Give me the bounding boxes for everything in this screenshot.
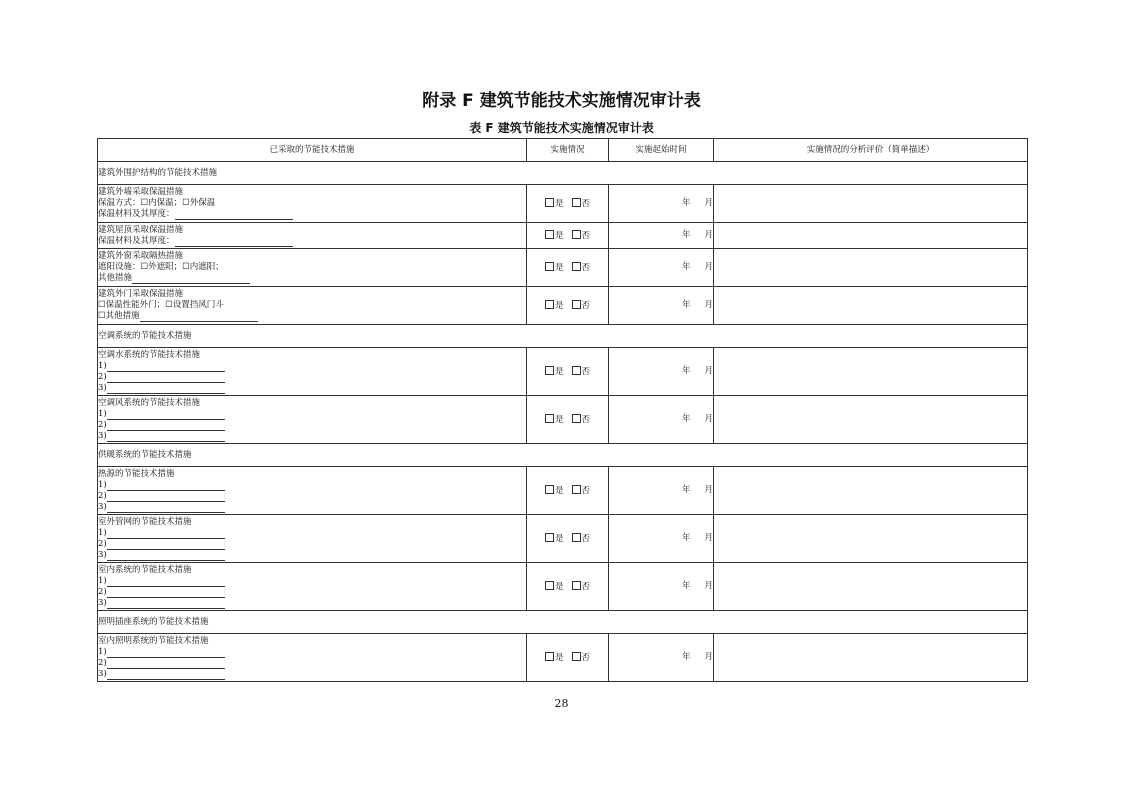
header-measures: 已采取的节能技术措施 bbox=[98, 139, 527, 162]
no-option[interactable] bbox=[572, 301, 591, 311]
month-label: 月 bbox=[704, 300, 713, 310]
no-label: 否 bbox=[581, 652, 591, 663]
measure-line bbox=[98, 669, 526, 680]
measure-line-text: 建筑外窗采取隔热措施 bbox=[98, 251, 184, 261]
measure-line-text: 1) bbox=[98, 575, 107, 586]
yes-option[interactable] bbox=[545, 486, 564, 496]
year-label: 年 bbox=[681, 533, 691, 543]
yes-option[interactable] bbox=[545, 199, 564, 209]
evaluation-cell[interactable] bbox=[714, 249, 1028, 287]
measure-line bbox=[98, 187, 526, 198]
month-label: 月 bbox=[704, 230, 713, 240]
evaluation-cell[interactable] bbox=[714, 223, 1028, 249]
measure-cell bbox=[98, 223, 527, 249]
measure-line bbox=[98, 491, 526, 502]
measure-line bbox=[98, 225, 526, 236]
measure-line bbox=[98, 647, 526, 658]
measure-line-text: 1) bbox=[98, 408, 107, 419]
measure-line-text: 空调水系统的节能技术措施 bbox=[98, 349, 201, 360]
measure-line-text: 3) bbox=[98, 549, 107, 560]
start-time-cell[interactable] bbox=[609, 223, 714, 249]
measure-line-text: 建筑外门采取保温措施 bbox=[98, 289, 184, 299]
no-label: 否 bbox=[581, 414, 591, 425]
year-label: 年 bbox=[681, 581, 691, 591]
yes-option[interactable] bbox=[545, 582, 564, 592]
start-time-cell[interactable] bbox=[609, 348, 714, 396]
yes-label: 是 bbox=[554, 230, 564, 241]
measure-line-text: 1) bbox=[98, 527, 107, 538]
status-cell bbox=[527, 249, 609, 287]
fill-in-blank[interactable] bbox=[107, 421, 225, 431]
no-option[interactable] bbox=[572, 367, 591, 377]
year-label: 年 bbox=[681, 652, 691, 662]
checkbox-icon[interactable] bbox=[572, 581, 581, 590]
year-label: 年 bbox=[681, 262, 691, 272]
measure-line-text: 1) bbox=[98, 646, 107, 657]
start-time-cell[interactable] bbox=[609, 287, 714, 325]
fill-in-blank[interactable] bbox=[107, 503, 225, 513]
fill-in-blank[interactable] bbox=[107, 373, 225, 383]
measure-line-text: 建筑屋顶采取保温措施 bbox=[98, 224, 184, 235]
measure-line-text: 2) bbox=[98, 490, 107, 501]
fill-in-blank[interactable] bbox=[107, 551, 225, 561]
evaluation-cell[interactable] bbox=[714, 467, 1028, 515]
status-cell bbox=[527, 185, 609, 223]
fill-in-blank[interactable] bbox=[107, 648, 225, 658]
measure-line bbox=[98, 636, 526, 647]
evaluation-cell[interactable] bbox=[714, 185, 1028, 223]
evaluation-cell[interactable] bbox=[714, 348, 1028, 396]
measure-cell bbox=[98, 563, 527, 611]
section-title: 建筑外围护结构的节能技术措施 bbox=[98, 162, 1028, 185]
evaluation-cell[interactable] bbox=[714, 396, 1028, 444]
start-time-cell[interactable] bbox=[609, 467, 714, 515]
measure-line-text: 保温材料及其厚度： bbox=[98, 235, 175, 246]
measure-line bbox=[98, 469, 526, 480]
year-label: 年 bbox=[681, 300, 691, 310]
measure-line bbox=[98, 383, 526, 394]
fill-in-blank[interactable] bbox=[107, 481, 225, 491]
measure-line bbox=[98, 587, 526, 598]
yes-option[interactable] bbox=[545, 415, 564, 425]
no-label: 否 bbox=[581, 262, 591, 273]
status-cell bbox=[527, 396, 609, 444]
audit-table bbox=[97, 138, 1028, 682]
no-option[interactable] bbox=[572, 263, 591, 273]
year-label: 年 bbox=[681, 366, 691, 376]
measure-line bbox=[98, 273, 526, 284]
year-label: 年 bbox=[681, 230, 691, 240]
no-label: 否 bbox=[581, 366, 591, 377]
no-option[interactable] bbox=[572, 199, 591, 209]
start-time-cell[interactable] bbox=[609, 634, 714, 682]
checkbox-icon[interactable] bbox=[545, 230, 554, 239]
measure-line-text: 空调风系统的节能技术措施 bbox=[98, 397, 201, 408]
measure-line bbox=[98, 539, 526, 550]
measure-line-text: 2) bbox=[98, 371, 107, 382]
section-row bbox=[98, 611, 1028, 634]
checkbox-icon[interactable] bbox=[545, 366, 554, 375]
measure-line-text: 3) bbox=[98, 382, 107, 393]
measure-line-text: 3) bbox=[98, 668, 107, 679]
no-option[interactable] bbox=[572, 231, 591, 241]
yes-option[interactable] bbox=[545, 263, 564, 273]
fill-in-blank[interactable] bbox=[107, 599, 225, 609]
fill-in-blank[interactable] bbox=[107, 670, 225, 680]
checkbox-icon[interactable] bbox=[572, 414, 581, 423]
checkbox-icon[interactable] bbox=[572, 533, 581, 542]
yes-label: 是 bbox=[554, 652, 564, 663]
measure-cell bbox=[98, 249, 527, 287]
measure-line-text: 热源的节能技术措施 bbox=[98, 468, 175, 479]
evaluation-cell[interactable] bbox=[714, 287, 1028, 325]
no-option[interactable] bbox=[572, 534, 591, 544]
measure-line-text: 2) bbox=[98, 657, 107, 668]
checkbox-icon[interactable] bbox=[545, 262, 554, 271]
checkbox-icon[interactable] bbox=[572, 652, 581, 661]
table-header bbox=[98, 139, 1028, 162]
measure-line-text: 3) bbox=[98, 501, 107, 512]
measure-line-text: 室内系统的节能技术措施 bbox=[98, 564, 192, 575]
section-title: 照明插座系统的节能技术措施 bbox=[98, 611, 1028, 634]
measure-cell bbox=[98, 185, 527, 223]
no-label: 否 bbox=[581, 198, 591, 209]
no-label: 否 bbox=[581, 230, 591, 241]
measure-line-text: 3) bbox=[98, 597, 107, 608]
section-title: 空调系统的节能技术措施 bbox=[98, 325, 1028, 348]
measure-line-text: 1) bbox=[98, 360, 107, 371]
measure-row bbox=[98, 515, 1028, 563]
checkbox-icon[interactable] bbox=[572, 366, 581, 375]
measure-line bbox=[98, 565, 526, 576]
yes-label: 是 bbox=[554, 262, 564, 273]
no-option[interactable] bbox=[572, 582, 591, 592]
measure-line-text: 1) bbox=[98, 479, 107, 490]
fill-in-blank[interactable] bbox=[107, 384, 225, 394]
month-label: 月 bbox=[704, 262, 713, 272]
fill-in-blank[interactable] bbox=[107, 410, 225, 420]
measure-row bbox=[98, 185, 1028, 223]
checkbox-icon[interactable] bbox=[572, 198, 581, 207]
measure-line-text: 3) bbox=[98, 430, 107, 441]
no-label: 否 bbox=[581, 485, 591, 496]
month-label: 月 bbox=[704, 533, 713, 543]
measure-line-text: ☐其他措施 bbox=[98, 311, 140, 321]
measure-line-text: 室内照明系统的节能技术措施 bbox=[98, 635, 209, 646]
measure-cell bbox=[98, 348, 527, 396]
measure-line bbox=[98, 198, 526, 209]
measure-line bbox=[98, 502, 526, 513]
measure-row bbox=[98, 249, 1028, 287]
fill-in-blank[interactable] bbox=[107, 588, 225, 598]
measure-line bbox=[98, 420, 526, 431]
measure-line bbox=[98, 398, 526, 409]
section-row bbox=[98, 444, 1028, 467]
year-label: 年 bbox=[681, 198, 691, 208]
checkbox-icon[interactable] bbox=[572, 262, 581, 271]
year-label: 年 bbox=[681, 414, 691, 424]
measure-line bbox=[98, 251, 526, 262]
measure-row bbox=[98, 348, 1028, 396]
start-time-cell[interactable] bbox=[609, 563, 714, 611]
measure-line bbox=[98, 658, 526, 669]
measure-line bbox=[98, 236, 526, 247]
measure-line bbox=[98, 372, 526, 383]
checkbox-icon[interactable] bbox=[545, 414, 554, 423]
measure-cell bbox=[98, 634, 527, 682]
measure-line-text: ☐保温性能外门；☐设置挡风门斗 bbox=[98, 300, 224, 310]
no-option[interactable] bbox=[572, 415, 591, 425]
page-title: 附录 F 建筑节能技术实施情况审计表 bbox=[422, 91, 701, 111]
month-label: 月 bbox=[704, 485, 713, 495]
measure-line-text: 保温材料及其厚度： bbox=[98, 209, 175, 219]
measure-cell bbox=[98, 396, 527, 444]
yes-label: 是 bbox=[554, 581, 564, 592]
fill-in-blank[interactable] bbox=[140, 312, 258, 322]
measure-line bbox=[98, 576, 526, 587]
measure-row bbox=[98, 467, 1028, 515]
status-cell bbox=[527, 634, 609, 682]
start-time-cell[interactable] bbox=[609, 185, 714, 223]
yes-option[interactable] bbox=[545, 653, 564, 663]
evaluation-cell[interactable] bbox=[714, 634, 1028, 682]
yes-option[interactable] bbox=[545, 301, 564, 311]
checkbox-icon[interactable] bbox=[545, 485, 554, 494]
measure-line bbox=[98, 262, 526, 273]
section-title: 供暖系统的节能技术措施 bbox=[98, 444, 1028, 467]
measure-row bbox=[98, 287, 1028, 325]
measure-line bbox=[98, 598, 526, 609]
fill-in-blank[interactable] bbox=[107, 492, 225, 502]
measure-row bbox=[98, 396, 1028, 444]
status-cell bbox=[527, 287, 609, 325]
measure-line-text: 保温方式：☐内保温；☐外保温 bbox=[98, 198, 216, 208]
start-time-cell[interactable] bbox=[609, 396, 714, 444]
checkbox-icon[interactable] bbox=[545, 533, 554, 542]
measure-line bbox=[98, 209, 526, 220]
header-evaluation: 实施情况的分析评价（简单描述） bbox=[714, 139, 1028, 162]
measure-line-text: 遮阳设施：☐外遮阳；☐内遮阳； bbox=[98, 262, 224, 272]
measure-line bbox=[98, 517, 526, 528]
measure-line bbox=[98, 311, 526, 322]
measure-line bbox=[98, 409, 526, 420]
measure-cell bbox=[98, 515, 527, 563]
yes-option[interactable] bbox=[545, 367, 564, 377]
measure-line-text: 其他措施 bbox=[98, 273, 133, 283]
measure-cell bbox=[98, 467, 527, 515]
yes-label: 是 bbox=[554, 198, 564, 209]
fill-in-blank[interactable] bbox=[107, 540, 225, 550]
yes-option[interactable] bbox=[545, 534, 564, 544]
header-status: 实施情况 bbox=[527, 139, 609, 162]
fill-in-blank[interactable] bbox=[107, 577, 225, 587]
yes-option[interactable] bbox=[545, 231, 564, 241]
checkbox-icon[interactable] bbox=[545, 652, 554, 661]
no-option[interactable] bbox=[572, 486, 591, 496]
measure-line bbox=[98, 289, 526, 300]
header-start-time: 实施起始时间 bbox=[609, 139, 714, 162]
no-label: 否 bbox=[581, 533, 591, 544]
table-caption: 表 F 建筑节能技术实施情况审计表 bbox=[469, 121, 654, 135]
status-cell bbox=[527, 467, 609, 515]
section-row bbox=[98, 325, 1028, 348]
page-number: 28 bbox=[554, 697, 569, 710]
measure-line-text: 2) bbox=[98, 586, 107, 597]
section-row bbox=[98, 162, 1028, 185]
yes-label: 是 bbox=[554, 485, 564, 496]
table-body bbox=[98, 162, 1028, 682]
measure-line bbox=[98, 300, 526, 311]
yes-label: 是 bbox=[554, 366, 564, 377]
fill-in-blank[interactable] bbox=[107, 362, 225, 372]
month-label: 月 bbox=[704, 366, 713, 376]
measure-line-text: 2) bbox=[98, 419, 107, 430]
month-label: 月 bbox=[704, 581, 713, 591]
measure-line bbox=[98, 550, 526, 561]
measure-line bbox=[98, 350, 526, 361]
fill-in-blank[interactable] bbox=[107, 529, 225, 539]
fill-in-blank[interactable] bbox=[107, 659, 225, 669]
year-label: 年 bbox=[681, 485, 691, 495]
checkbox-icon[interactable] bbox=[545, 581, 554, 590]
fill-in-blank[interactable] bbox=[107, 432, 225, 442]
status-cell bbox=[527, 223, 609, 249]
checkbox-icon[interactable] bbox=[545, 300, 554, 309]
measure-line bbox=[98, 361, 526, 372]
no-label: 否 bbox=[581, 300, 591, 311]
status-cell bbox=[527, 348, 609, 396]
fill-in-blank[interactable] bbox=[132, 274, 250, 284]
measure-line bbox=[98, 528, 526, 539]
fill-in-blank[interactable] bbox=[175, 210, 293, 220]
checkbox-icon[interactable] bbox=[545, 198, 554, 207]
measure-line-text: 室外管网的节能技术措施 bbox=[98, 516, 192, 527]
month-label: 月 bbox=[704, 414, 713, 424]
measure-row bbox=[98, 563, 1028, 611]
checkbox-icon[interactable] bbox=[572, 485, 581, 494]
yes-label: 是 bbox=[554, 300, 564, 311]
measure-line-text: 建筑外墙采取保温措施 bbox=[98, 187, 184, 197]
evaluation-cell[interactable] bbox=[714, 563, 1028, 611]
month-label: 月 bbox=[704, 652, 713, 662]
no-label: 否 bbox=[581, 581, 591, 592]
measure-cell bbox=[98, 287, 527, 325]
fill-in-blank[interactable] bbox=[175, 237, 293, 247]
measure-line bbox=[98, 431, 526, 442]
measure-line bbox=[98, 480, 526, 491]
checkbox-icon[interactable] bbox=[572, 230, 581, 239]
checkbox-icon[interactable] bbox=[572, 300, 581, 309]
yes-label: 是 bbox=[554, 414, 564, 425]
measure-row bbox=[98, 223, 1028, 249]
measure-row bbox=[98, 634, 1028, 682]
no-option[interactable] bbox=[572, 653, 591, 663]
evaluation-cell[interactable] bbox=[714, 515, 1028, 563]
yes-label: 是 bbox=[554, 533, 564, 544]
month-label: 月 bbox=[704, 198, 713, 208]
measure-line-text: 2) bbox=[98, 538, 107, 549]
status-cell bbox=[527, 515, 609, 563]
start-time-cell[interactable] bbox=[609, 515, 714, 563]
start-time-cell[interactable] bbox=[609, 249, 714, 287]
status-cell bbox=[527, 563, 609, 611]
